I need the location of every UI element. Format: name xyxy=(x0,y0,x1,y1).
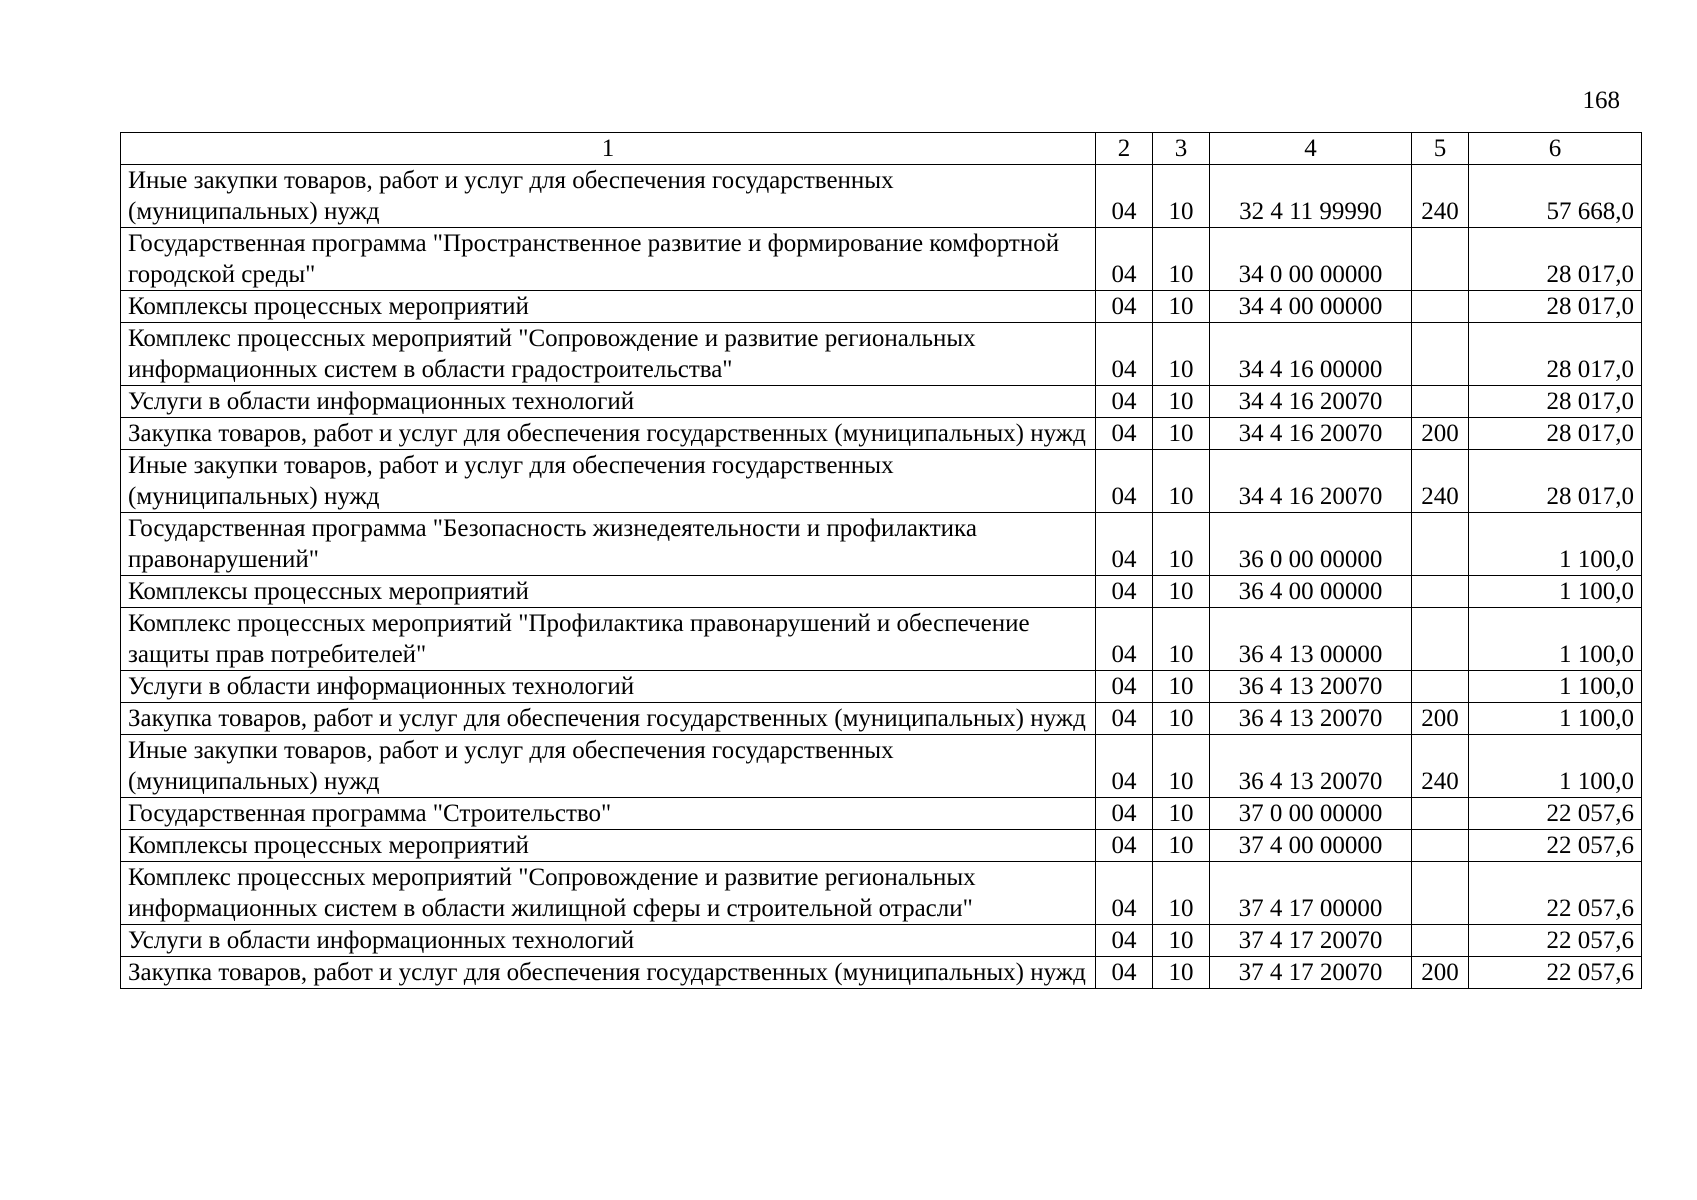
subsection-code-cell: 10 xyxy=(1153,608,1210,671)
target-article-cell: 34 4 16 00000 xyxy=(1210,323,1412,386)
amount-cell: 1 100,0 xyxy=(1469,703,1642,735)
expense-type-cell xyxy=(1412,925,1469,957)
expenditure-name-cell: Государственная программа "Безопасность жизнедеятельности и профилактика правонарушений" xyxy=(121,513,1096,576)
expenditure-name-cell: Иные закупки товаров, работ и услуг для обеспечения государственных (муниципальных) нужд xyxy=(121,735,1096,798)
amount-cell: 22 057,6 xyxy=(1469,830,1642,862)
section-code-cell: 04 xyxy=(1096,291,1153,323)
subsection-code-cell: 10 xyxy=(1153,323,1210,386)
amount-cell: 1 100,0 xyxy=(1469,671,1642,703)
section-code-cell: 04 xyxy=(1096,703,1153,735)
budget-table-body xyxy=(121,133,1642,989)
table-row xyxy=(121,450,1642,513)
table-row xyxy=(121,798,1642,830)
expense-type-cell xyxy=(1412,671,1469,703)
expenditure-name-cell: Комплексы процессных мероприятий xyxy=(121,576,1096,608)
column-number-cell: 6 xyxy=(1469,133,1642,165)
amount-cell: 1 100,0 xyxy=(1469,735,1642,798)
section-code-cell: 04 xyxy=(1096,513,1153,576)
amount-cell: 28 017,0 xyxy=(1469,418,1642,450)
column-number-cell: 3 xyxy=(1153,133,1210,165)
expense-type-cell xyxy=(1412,862,1469,925)
section-code-cell: 04 xyxy=(1096,862,1153,925)
section-code-cell: 04 xyxy=(1096,957,1153,989)
amount-cell: 22 057,6 xyxy=(1469,862,1642,925)
section-code-cell: 04 xyxy=(1096,830,1153,862)
table-row xyxy=(121,957,1642,989)
expenditure-name-cell: Государственная программа "Пространственное развитие и формирование комфортной городской среды" xyxy=(121,228,1096,291)
section-code-cell: 04 xyxy=(1096,450,1153,513)
target-article-cell: 36 4 13 00000 xyxy=(1210,608,1412,671)
target-article-cell: 37 0 00 00000 xyxy=(1210,798,1412,830)
expenditure-name-cell: Закупка товаров, работ и услуг для обеспечения государственных (муниципальных) нужд xyxy=(121,703,1096,735)
target-article-cell: 34 4 16 20070 xyxy=(1210,450,1412,513)
expenditure-name-cell: Услуги в области информационных технологий xyxy=(121,386,1096,418)
expenditure-name-cell: Закупка товаров, работ и услуг для обеспечения государственных (муниципальных) нужд xyxy=(121,957,1096,989)
table-row xyxy=(121,418,1642,450)
expenditure-name-cell: Услуги в области информационных технологий xyxy=(121,925,1096,957)
section-code-cell: 04 xyxy=(1096,418,1153,450)
subsection-code-cell: 10 xyxy=(1153,291,1210,323)
expense-type-cell xyxy=(1412,323,1469,386)
target-article-cell: 37 4 17 00000 xyxy=(1210,862,1412,925)
expenditure-name-cell: Комплексы процессных мероприятий xyxy=(121,291,1096,323)
expenditure-name-cell: Государственная программа "Строительство" xyxy=(121,798,1096,830)
expense-type-cell: 240 xyxy=(1412,165,1469,228)
amount-cell: 28 017,0 xyxy=(1469,228,1642,291)
subsection-code-cell: 10 xyxy=(1153,671,1210,703)
table-row xyxy=(121,830,1642,862)
table-row xyxy=(121,925,1642,957)
table-row xyxy=(121,323,1642,386)
column-number-cell: 5 xyxy=(1412,133,1469,165)
column-number-row xyxy=(121,133,1642,165)
subsection-code-cell: 10 xyxy=(1153,576,1210,608)
target-article-cell: 36 4 00 00000 xyxy=(1210,576,1412,608)
expense-type-cell xyxy=(1412,830,1469,862)
expenditure-name-cell: Комплекс процессных мероприятий "Профилактика правонарушений и обеспечение защиты прав потребителей" xyxy=(121,608,1096,671)
amount-cell: 28 017,0 xyxy=(1469,291,1642,323)
section-code-cell: 04 xyxy=(1096,323,1153,386)
table-row xyxy=(121,671,1642,703)
expense-type-cell xyxy=(1412,291,1469,323)
expenditure-name-cell: Иные закупки товаров, работ и услуг для обеспечения государственных (муниципальных) нужд xyxy=(121,165,1096,228)
expense-type-cell: 240 xyxy=(1412,450,1469,513)
expense-type-cell xyxy=(1412,513,1469,576)
section-code-cell: 04 xyxy=(1096,228,1153,291)
subsection-code-cell: 10 xyxy=(1153,798,1210,830)
column-number-cell: 4 xyxy=(1210,133,1412,165)
expense-type-cell: 200 xyxy=(1412,418,1469,450)
target-article-cell: 37 4 00 00000 xyxy=(1210,830,1412,862)
target-article-cell: 36 4 13 20070 xyxy=(1210,671,1412,703)
section-code-cell: 04 xyxy=(1096,671,1153,703)
subsection-code-cell: 10 xyxy=(1153,450,1210,513)
subsection-code-cell: 10 xyxy=(1153,228,1210,291)
subsection-code-cell: 10 xyxy=(1153,735,1210,798)
table-row xyxy=(121,576,1642,608)
target-article-cell: 34 4 00 00000 xyxy=(1210,291,1412,323)
table-row xyxy=(121,703,1642,735)
subsection-code-cell: 10 xyxy=(1153,165,1210,228)
target-article-cell: 34 4 16 20070 xyxy=(1210,386,1412,418)
expense-type-cell: 200 xyxy=(1412,703,1469,735)
subsection-code-cell: 10 xyxy=(1153,418,1210,450)
expense-type-cell: 200 xyxy=(1412,957,1469,989)
amount-cell: 22 057,6 xyxy=(1469,798,1642,830)
table-row xyxy=(121,735,1642,798)
amount-cell: 1 100,0 xyxy=(1469,576,1642,608)
expenditure-name-cell: Комплекс процессных мероприятий "Сопровождение и развитие региональных информационных систем в области жилищной сферы и строительной отрасли" xyxy=(121,862,1096,925)
amount-cell: 1 100,0 xyxy=(1469,513,1642,576)
expenditure-name-cell: Иные закупки товаров, работ и услуг для обеспечения государственных (муниципальных) нужд xyxy=(121,450,1096,513)
section-code-cell: 04 xyxy=(1096,165,1153,228)
target-article-cell: 36 0 00 00000 xyxy=(1210,513,1412,576)
expense-type-cell xyxy=(1412,386,1469,418)
amount-cell: 22 057,6 xyxy=(1469,925,1642,957)
subsection-code-cell: 10 xyxy=(1153,957,1210,989)
subsection-code-cell: 10 xyxy=(1153,513,1210,576)
expenditure-name-cell: Комплексы процессных мероприятий xyxy=(121,830,1096,862)
subsection-code-cell: 10 xyxy=(1153,703,1210,735)
expense-type-cell xyxy=(1412,608,1469,671)
amount-cell: 28 017,0 xyxy=(1469,386,1642,418)
page-number: 168 xyxy=(1582,87,1620,114)
table-row xyxy=(121,608,1642,671)
subsection-code-cell: 10 xyxy=(1153,925,1210,957)
table-row xyxy=(121,386,1642,418)
subsection-code-cell: 10 xyxy=(1153,862,1210,925)
amount-cell: 28 017,0 xyxy=(1469,323,1642,386)
section-code-cell: 04 xyxy=(1096,576,1153,608)
amount-cell: 57 668,0 xyxy=(1469,165,1642,228)
subsection-code-cell: 10 xyxy=(1153,830,1210,862)
expenditure-name-cell: Закупка товаров, работ и услуг для обеспечения государственных (муниципальных) нужд xyxy=(121,418,1096,450)
column-number-cell: 2 xyxy=(1096,133,1153,165)
expense-type-cell: 240 xyxy=(1412,735,1469,798)
target-article-cell: 36 4 13 20070 xyxy=(1210,735,1412,798)
section-code-cell: 04 xyxy=(1096,925,1153,957)
table-row xyxy=(121,862,1642,925)
expenditure-name-cell: Услуги в области информационных технологий xyxy=(121,671,1096,703)
target-article-cell: 34 4 16 20070 xyxy=(1210,418,1412,450)
table-row xyxy=(121,291,1642,323)
expenditure-name-cell: Комплекс процессных мероприятий "Сопровождение и развитие региональных информационных систем в области градостроительства" xyxy=(121,323,1096,386)
target-article-cell: 36 4 13 20070 xyxy=(1210,703,1412,735)
section-code-cell: 04 xyxy=(1096,608,1153,671)
expense-type-cell xyxy=(1412,228,1469,291)
subsection-code-cell: 10 xyxy=(1153,386,1210,418)
section-code-cell: 04 xyxy=(1096,386,1153,418)
expense-type-cell xyxy=(1412,798,1469,830)
section-code-cell: 04 xyxy=(1096,798,1153,830)
amount-cell: 22 057,6 xyxy=(1469,957,1642,989)
budget-table xyxy=(120,132,1642,989)
expense-type-cell xyxy=(1412,576,1469,608)
column-number-cell: 1 xyxy=(121,133,1096,165)
table-row xyxy=(121,228,1642,291)
table-row xyxy=(121,165,1642,228)
target-article-cell: 32 4 11 99990 xyxy=(1210,165,1412,228)
section-code-cell: 04 xyxy=(1096,735,1153,798)
amount-cell: 28 017,0 xyxy=(1469,450,1642,513)
amount-cell: 1 100,0 xyxy=(1469,608,1642,671)
target-article-cell: 34 0 00 00000 xyxy=(1210,228,1412,291)
target-article-cell: 37 4 17 20070 xyxy=(1210,925,1412,957)
target-article-cell: 37 4 17 20070 xyxy=(1210,957,1412,989)
table-row xyxy=(121,513,1642,576)
